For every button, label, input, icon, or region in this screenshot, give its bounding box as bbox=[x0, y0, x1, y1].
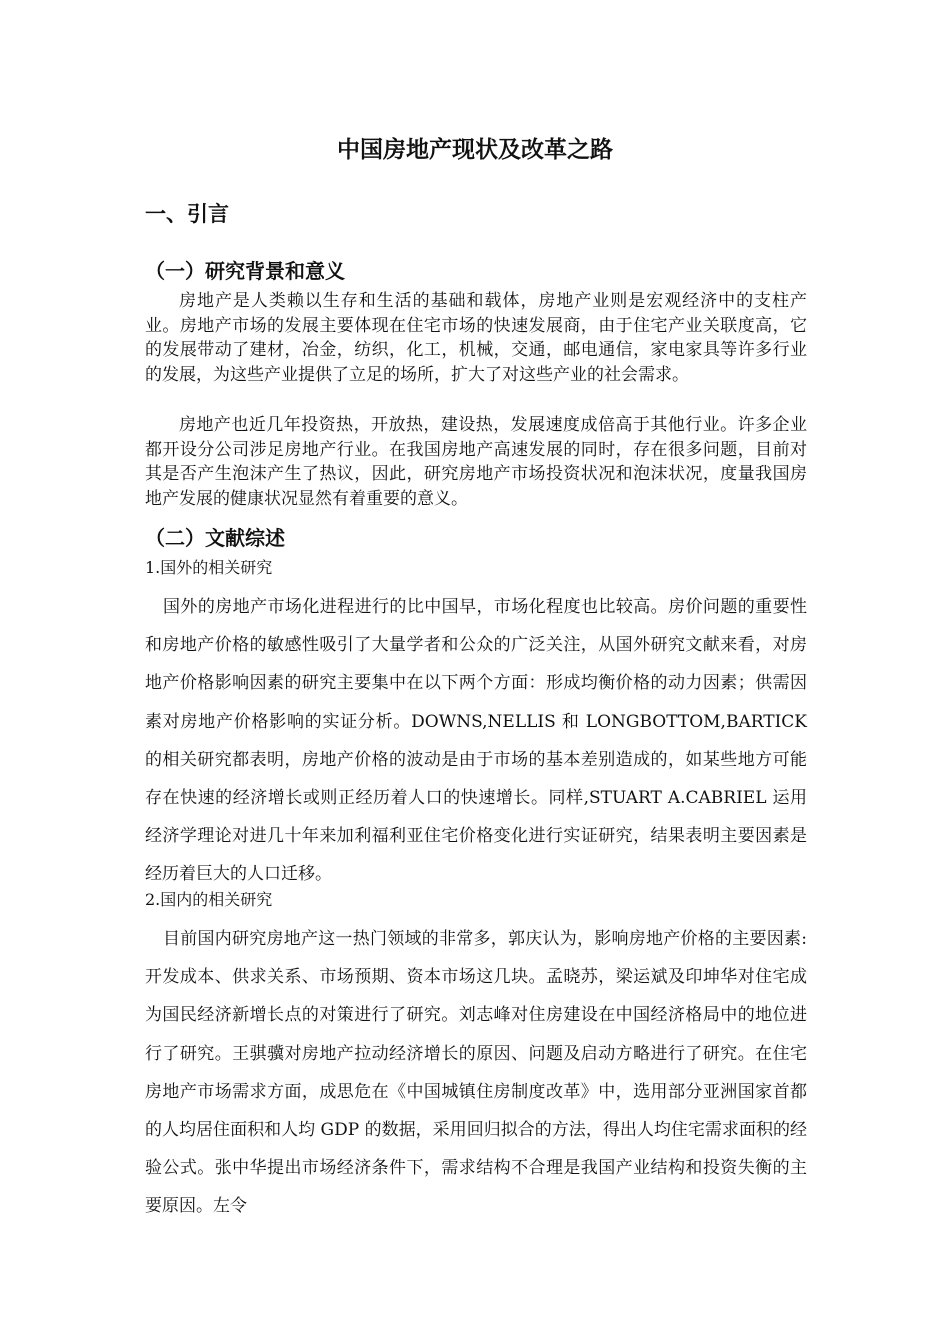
subsection-heading-literature-review: （二）文献综述 bbox=[145, 526, 285, 550]
paragraph-foreign-research: 国外的房地产市场化进程进行的比中国早，市场化程度也比较高。房价问题的重要性和房地产价格的敏感性吸引了大量学者和公众的广泛关注，从国外研究文献来看，对房地产价格影响因素的研究主要集中在以下两个方面：形成均衡价格的动力因素；供需因素对房地产价格影响的实证分析。DOWNS,NELLIS 和 LONGBOTTOM,BARTICK 的相关研究都表明，房地产价格的波动是由于市场的基本差别造成的，如某些地方可能存在快速的经济增长或则正经历着人口的快速增长。同样,STUART A.CABRIEL 运用经济学理论对进几十年来加利福利亚住宅价格变化进行实证研究，结果表明主要因素是经历着巨大的人口迁移。 bbox=[145, 597, 807, 885]
document-title: 中国房地产现状及改革之路 bbox=[337, 137, 613, 163]
subheading-foreign-research: 1.国外的相关研究 bbox=[145, 558, 273, 577]
subsection-heading-background: （一）研究背景和意义 bbox=[145, 259, 345, 283]
subheading-domestic-research: 2.国内的相关研究 bbox=[145, 890, 273, 909]
paragraph-domestic-research: 目前国内研究房地产这一热门领域的非常多，郭庆认为，影响房地产价格的主要因素:开发成本、供求关系、市场预期、资本市场这几块。孟晓苏，梁运斌及印坤华对住宅成为国民经济新增长点的对策进行了研究。刘志峰对住房建设在中国经济格局中的地位进行了研究。王骐骥对房地产拉动经济增长的原因、问题及启动方略进行了研究。在住宅房地产市场需求方面，成思危在《中国城镇住房制度改革》中，选用部分亚洲国家首都的人均居住面积和人均 GDP 的数据，采用回归拟合的方法，得出人均住宅需求面积的经验公式。张中华提出市场经济条件下，需求结构不合理是我国产业结构和投资失衡的主要原因。左令 bbox=[145, 929, 807, 1217]
paragraph-background-2: 房地产也近几年投资热，开放热，建设热，发展速度成倍高于其他行业。许多企业都开设分公司涉足房地产行业。在我国房地产高速发展的同时，存在很多问题，目前对其是否产生泡沫产生了热议，因此，研究房地产市场投资状况和泡沫状况，度量我国房地产发展的健康状况显然有着重要的意义。 bbox=[145, 415, 807, 509]
paragraph-background-1: 房地产是人类赖以生存和生活的基础和载体，房地产业则是宏观经济中的支柱产业。房地产市场的发展主要体现在住宅市场的快速发展商，由于住宅产业关联度高，它的发展带动了建材，冶金，纺织，化工，机械，交通，邮电通信，家电家具等许多行业的发展，为这些产业提供了立足的场所，扩大了对这些产业的社会需求。 bbox=[145, 291, 807, 385]
section-heading-introduction: 一、引言 bbox=[145, 202, 229, 226]
